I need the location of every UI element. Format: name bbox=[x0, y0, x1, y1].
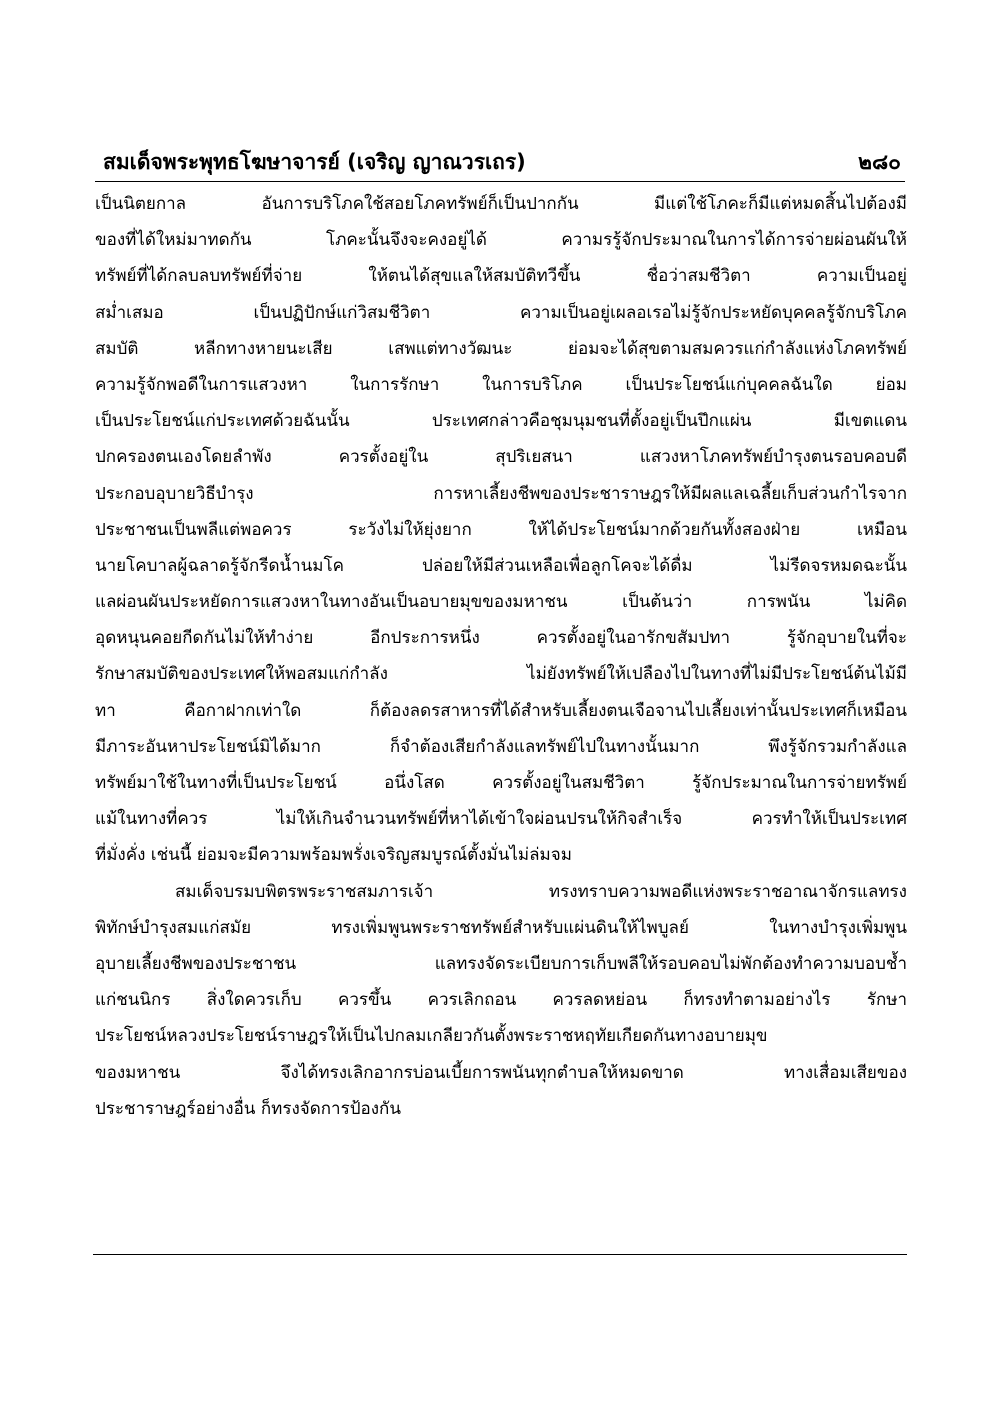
text-line: พิทักษ์บำรุงสมแก่สมัย ทรงเพิ่มพูนพระราชทรัพย์สำหรับแผ่นดินให้ไพบูลย์ ในทางบำรุงเพิ่มพูน bbox=[95, 917, 907, 938]
text-line: ประโยชน์หลวงประโยชน์ราษฎรให้เป็นไปกลมเกลียวกันตั้งพระราชหฤทัยเกียดกันทางอบายมุข bbox=[95, 1026, 768, 1047]
text-line: ปกครองตนเองโดยลำพัง ควรตั้งอยู่ใน สุปริเยสนา แสวงหาโภคทรัพย์บำรุงตนรอบคอบดี bbox=[95, 447, 907, 468]
text-line: มีภาระอันหาประโยชน์มิได้มาก ก็จำต้องเสียกำลังแลทรัพย์ไปในทางนั้นมาก พึงรู้จักรวมกำลังแล bbox=[95, 736, 907, 757]
text-line: ความรู้จักพอดีในการแสวงหา ในการรักษา ในการบริโภค เป็นประโยชน์แก่บุคคลฉันใด ย่อม bbox=[95, 374, 907, 395]
footer-rule bbox=[93, 1254, 907, 1255]
text-line: รักษาสมบัติของประเทศให้พอสมแก่กำลัง ไม่ยังทรัพย์ให้เปลืองไปในทางที่ไม่มีประโยชน์ต้นไม้มี bbox=[95, 664, 907, 685]
page-number: ๒๘๐ bbox=[858, 150, 901, 174]
text-line: ประกอบอุบายวิธีบำรุง การหาเลี้ยงชีพของประชาราษฎรให้มีผลแลเฉลี้ยเก็บส่วนกำไรจาก bbox=[95, 483, 907, 504]
text-line: สมบัติ หลีกทางหายนะเสีย เสพแต่ทางวัฒนะ ย่อมจะได้สุขตามสมควรแก่กำลังแห่งโภคทรัพย์ bbox=[95, 338, 907, 359]
text-line: อุบายเลี้ยงชีพของประชาชน แลทรงจัดระเบียบการเก็บพลีให้รอบคอบไม่พักต้องทำความบอบช้ำ bbox=[95, 953, 907, 974]
text-line: แก่ชนนิกร สิ่งใดควรเก็บ ควรขึ้น ควรเลิกถอน ควรลดหย่อน ก็ทรงทำตามอย่างไร รักษา bbox=[95, 990, 907, 1011]
text-line: เป็นนิตยกาล อันการบริโภคใช้สอยโภคทรัพย์ก็เป็นปากกัน มีแต่ใช้โภคะก็มีแต่หมดสิ้นไปต้องมี bbox=[95, 194, 907, 214]
text-line: นายโคบาลผู้ฉลาดรู้จักรีดน้ำนมโค ปล่อยให้มีส่วนเหลือเพื่อลูกโคจะได้ดื่ม ไม่รีดจรหมดฉะนั้น bbox=[95, 555, 907, 576]
text-line: ของที่ได้ใหม่มาทดกัน โภคะนั้นจึงจะคงอยู่ได้ ความรรู้จักประมาณในการได้การจ่ายผ่อนผันให้ bbox=[95, 230, 907, 251]
text-line: แม้ในทางที่ควร ไม่ให้เกินจำนวนทรัพย์ที่หาได้เข้าใจผ่อนปรนให้กิจสำเร็จ ควรทำให้เป็นประเทศ bbox=[95, 809, 907, 830]
text-line: ประชาชนเป็นพลีแต่พอควร ระวังไม่ให้ยุ่งยาก ให้ได้ประโยชน์มากด้วยกันทั้งสองฝ่าย เหมือน bbox=[95, 519, 907, 540]
header-rule bbox=[95, 181, 905, 182]
text-line: ของมหาชน จึงได้ทรงเลิกอากรบ่อนเบี้ยการพนันทุกตำบลให้หมดขาด ทางเสื่อมเสียของ bbox=[95, 1062, 907, 1083]
body-text bbox=[95, 186, 907, 1127]
text-line: ทรัพย์ที่ได้กลบลบทรัพย์ที่จ่าย ให้ตนได้สุขแลให้สมบัติทวีขึ้น ชื่อว่าสมชีวิตา ความเป็นอยู่ bbox=[95, 266, 907, 287]
page-header bbox=[95, 144, 905, 180]
text-line: อุดหนุนคอยกีดกันไม่ให้ทำง่าย อีกประการหนึ่ง ควรตั้งอยู่ในอารักขสัมปทา รู้จักอุบายในที่จะ bbox=[95, 628, 907, 649]
text-line: ทรัพย์มาใช้ในทางที่เป็นประโยชน์ อนึ่งโสด ควรตั้งอยู่ในสมชีวิตา รู้จักประมาณในการจ่ายทรัพย์ bbox=[95, 773, 907, 793]
text-line: ที่มั่งคั่ง เช่นนี้ ย่อมจะมีความพร้อมพรั่งเจริญสมบูรณ์ตั้งมั่นไม่ล่มจม bbox=[95, 845, 572, 866]
text-line: แลผ่อนผันประหยัดการแสวงหาในทางอันเป็นอบายมุขของมหาชน เป็นต้นว่า การพนัน ไม่คิด bbox=[95, 592, 907, 613]
text-line: เป็นประโยชน์แก่ประเทศด้วยฉันนั้น ประเทศกล่าวคือชุมนุมชนที่ตั้งอยู่เป็นปึกแผ่น มีเขตแดน bbox=[95, 411, 907, 432]
text-line: ทา คือกาฝากเท่าใด ก็ต้องลดรสาหารที่ได้สำหรับเลี้ยงตนเจือจานไปเลี้ยงเท่านั้นประเทศก็เหมือน bbox=[95, 700, 907, 721]
text-line: สม่ำเสมอ เป็นปฏิปักษ์แก่วิสมชีวิตา ความเป็นอยู่เผลอเรอไม่รู้จักประหยัดบุคคลรู้จักบริโภค bbox=[95, 302, 907, 323]
paragraph-first-line: สมเด็จบรมบพิตรพระราชสมภารเจ้า ทรงทราบความพอดีแห่งพระราชอาณาจักรแลทรง bbox=[175, 881, 907, 902]
text-line: ประชาราษฎร์อย่างอื่น ก็ทรงจัดการป้องกัน bbox=[95, 1098, 401, 1119]
running-title: สมเด็จพระพุทธโฆษาจารย์ (เจริญ ญาณวรเถร) bbox=[103, 150, 526, 174]
